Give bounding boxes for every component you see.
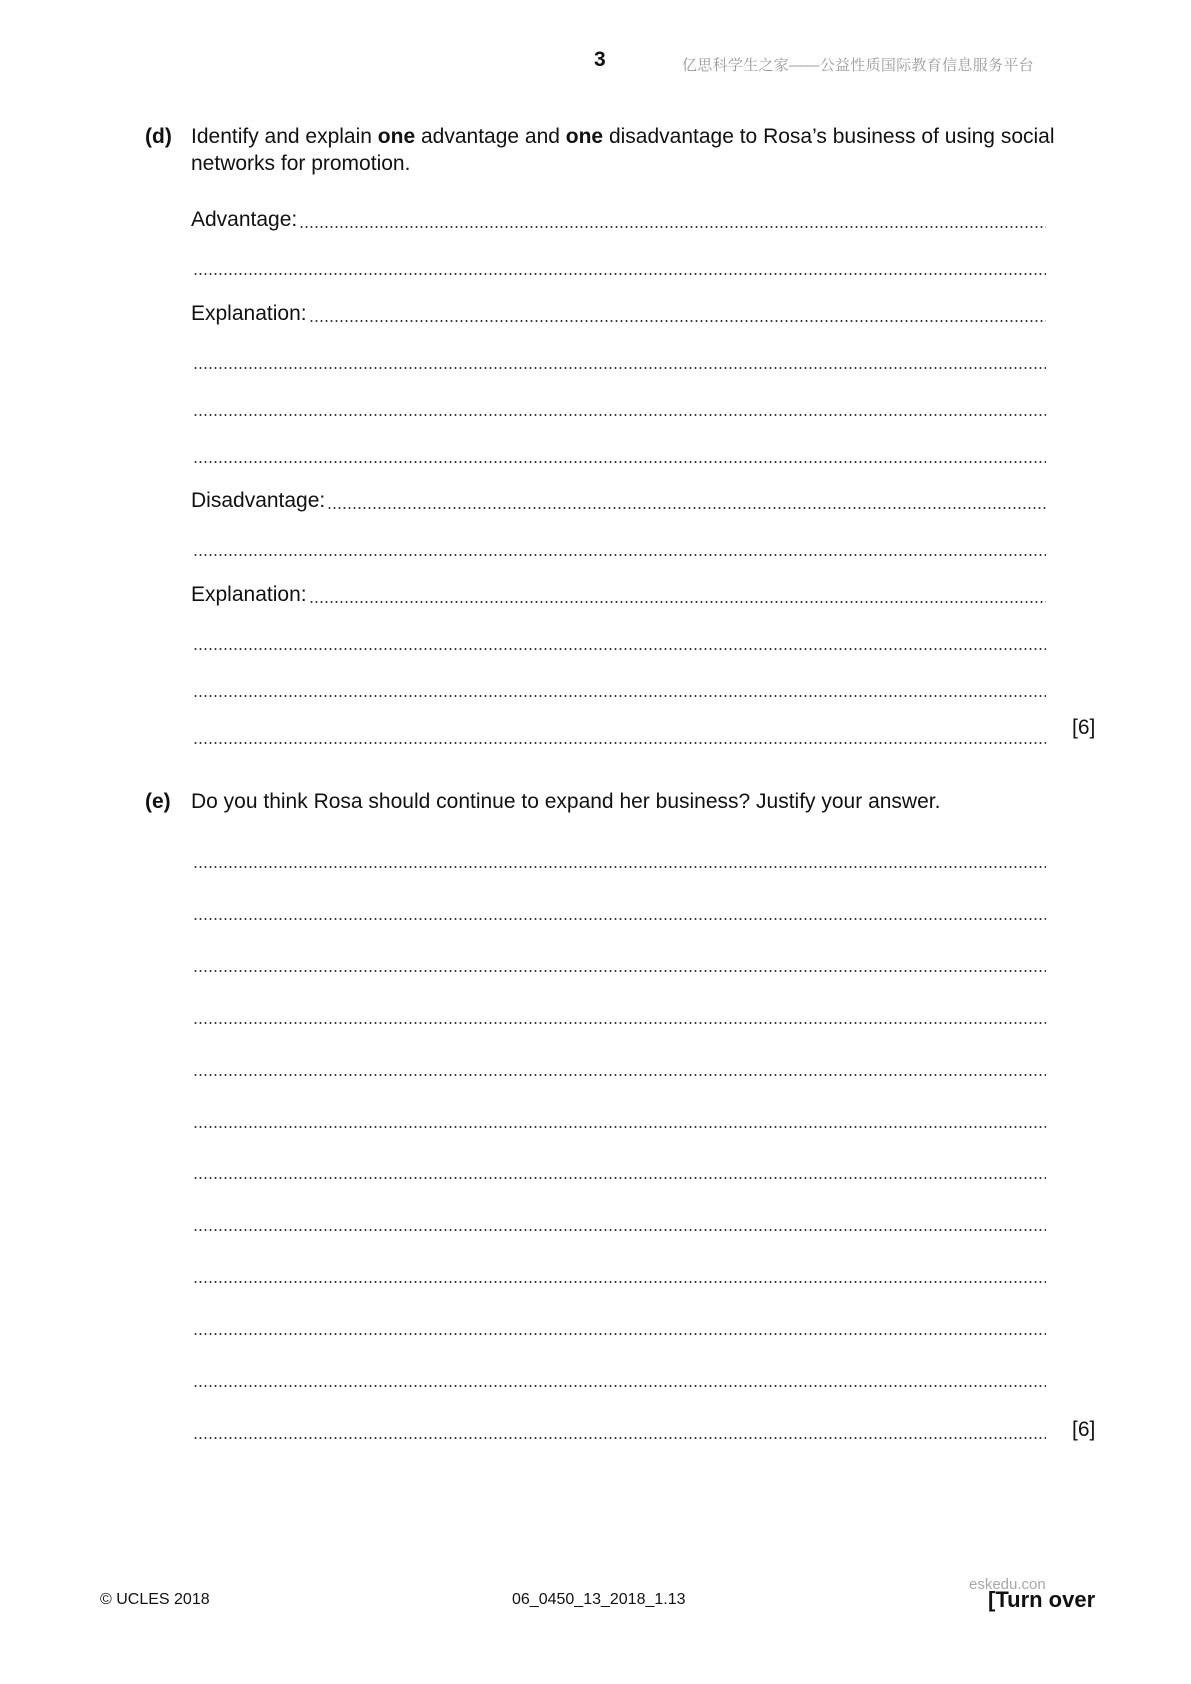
dotted-rule	[193, 1074, 1046, 1076]
dotted-rule	[193, 695, 1046, 697]
dotted-rule	[193, 273, 1046, 275]
answer-line[interactable]	[191, 1158, 1046, 1184]
dotted-rule	[193, 1333, 1046, 1335]
page-number: 3	[594, 48, 606, 71]
dotted-rule	[193, 648, 1046, 650]
answer-line[interactable]	[191, 582, 1046, 608]
answer-line[interactable]	[191, 1262, 1046, 1288]
answer-line[interactable]	[191, 254, 1046, 280]
dotted-rule	[327, 507, 1046, 509]
answer-line-label: Disadvantage:	[191, 489, 326, 512]
dotted-rule	[309, 320, 1046, 322]
answer-line[interactable]	[191, 535, 1046, 561]
dotted-rule	[193, 1385, 1046, 1387]
answer-line[interactable]	[191, 1418, 1046, 1444]
answer-line[interactable]	[191, 676, 1046, 702]
answer-line[interactable]	[191, 899, 1046, 925]
question-e-text: Do you think Rosa should continue to expand her business? Justify your answer.	[191, 790, 941, 813]
footer-paper-code: 06_0450_13_2018_1.13	[512, 1591, 686, 1608]
dotted-rule	[193, 1437, 1046, 1439]
answer-line[interactable]	[191, 723, 1046, 749]
dotted-rule	[193, 1281, 1046, 1283]
answer-line[interactable]	[191, 1003, 1046, 1029]
question-d-marks: [6]	[1072, 716, 1096, 739]
answer-line[interactable]	[191, 847, 1046, 873]
answer-line[interactable]	[191, 1314, 1046, 1340]
dotted-rule	[193, 1126, 1046, 1128]
dotted-rule	[193, 742, 1046, 744]
answer-line[interactable]	[191, 207, 1046, 233]
footer-watermark: eskedu.con	[969, 1576, 1046, 1593]
answer-line[interactable]	[191, 951, 1046, 977]
dotted-rule	[193, 461, 1046, 463]
question-e-label: (e)	[145, 790, 171, 813]
answer-line-label: Advantage:	[191, 208, 298, 231]
turn-over-label: [Turn over	[988, 1587, 1096, 1612]
dotted-rule	[193, 1229, 1046, 1231]
dotted-rule	[193, 918, 1046, 920]
answer-line[interactable]	[191, 488, 1046, 514]
dotted-rule	[193, 866, 1046, 868]
answer-line[interactable]	[191, 348, 1046, 374]
question-d-label: (d)	[145, 125, 172, 148]
dotted-rule	[193, 554, 1046, 556]
dotted-rule	[299, 226, 1046, 228]
dotted-rule	[309, 601, 1046, 603]
answer-line[interactable]	[191, 301, 1046, 327]
answer-line[interactable]	[191, 629, 1046, 655]
question-e-marks: [6]	[1072, 1418, 1096, 1441]
answer-line[interactable]	[191, 1055, 1046, 1081]
answer-line-label: Explanation:	[191, 583, 307, 606]
answer-line[interactable]	[191, 1366, 1046, 1392]
answer-line[interactable]	[191, 442, 1046, 468]
dotted-rule	[193, 414, 1046, 416]
footer-copyright: © UCLES 2018	[100, 1591, 210, 1608]
answer-line[interactable]	[191, 1107, 1046, 1133]
answer-line[interactable]	[191, 395, 1046, 421]
dotted-rule	[193, 1177, 1046, 1179]
question-d-text: Identify and explain one advantage and one disadvantage to Rosa’s business of using social networks for promotion.	[191, 125, 1055, 175]
dotted-rule	[193, 367, 1046, 369]
answer-line[interactable]	[191, 1210, 1046, 1236]
dotted-rule	[193, 1022, 1046, 1024]
dotted-rule	[193, 970, 1046, 972]
answer-line-label: Explanation:	[191, 302, 307, 325]
header-watermark: 亿思科学生之家——公益性质国际教育信息服务平台	[682, 57, 1034, 74]
